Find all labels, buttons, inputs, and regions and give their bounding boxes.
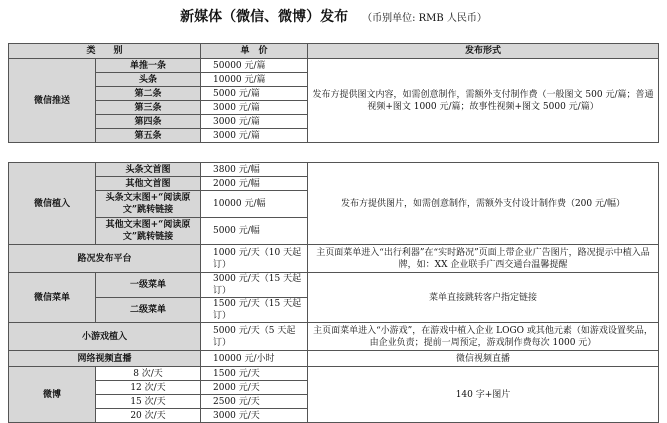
live-label: 网络视频直播: [9, 351, 201, 367]
row-name: 第三条: [96, 101, 201, 115]
row-name: 第五条: [96, 129, 201, 143]
row-price: 1500 元/天（15 天起订）: [201, 298, 308, 323]
row-name: 20 次/天: [96, 409, 201, 423]
wechat-push-label: 微信推送: [9, 59, 96, 143]
page-title: 新媒体（微信、微博）发布: [180, 9, 349, 25]
row-price: 5000 元/幅: [201, 218, 308, 245]
mini-game-desc: 主页面菜单进入“小游戏”，在游戏中植入企业 LOGO 或其他元素（如游戏设置奖品，由企业负责；提前一周预定，游戏制作费每次 1000 元）: [308, 323, 659, 351]
table-row: [9, 351, 659, 367]
row-price: 10000 元/幅: [201, 191, 308, 218]
row-name: 头条: [96, 73, 201, 87]
row-price: 2500 元/天: [201, 395, 308, 409]
table-row: [9, 323, 659, 351]
row-price: 3000 元/篇: [201, 115, 308, 129]
wechat-embed-desc: 发布方提供图片，如需创意制作，需额外支付设计制作费（200 元/幅）: [308, 163, 659, 245]
row-price: 3000 元/篇: [201, 129, 308, 143]
table-row: [9, 245, 659, 273]
wechat-embed-label: 微信植入: [9, 163, 96, 245]
header-price: 单 价: [201, 44, 308, 59]
table-row: [9, 367, 659, 381]
row-name: 二级菜单: [96, 298, 201, 323]
wechat-push-table: [8, 43, 659, 143]
row-price: 3800 元/幅: [201, 163, 308, 177]
row-name: 第四条: [96, 115, 201, 129]
row-price: 2000 元/幅: [201, 177, 308, 191]
weibo-label: 微博: [9, 367, 96, 423]
live-desc: 微信视频直播: [308, 351, 659, 367]
page-title-block: [0, 6, 667, 26]
row-price: 3000 元/篇: [201, 101, 308, 115]
table-row: [9, 163, 659, 177]
row-name: 单推一条: [96, 59, 201, 73]
road-platform-price: 1000 元/天（10 天起订）: [201, 245, 308, 273]
row-price: 5000 元/篇: [201, 87, 308, 101]
row-price: 2000 元/天: [201, 381, 308, 395]
currency-note: （币别单位: RMB 人民币）: [362, 13, 487, 24]
table-row: [9, 59, 659, 73]
live-price: 10000 元/小时: [201, 351, 308, 367]
weibo-desc: 140 字+图片: [308, 367, 659, 423]
row-name: 其他文首图: [96, 177, 201, 191]
header-category: 类 别: [9, 44, 201, 59]
row-name: 8 次/天: [96, 367, 201, 381]
row-price: 50000 元/篇: [201, 59, 308, 73]
row-price: 1500 元/天: [201, 367, 308, 381]
row-price: 10000 元/篇: [201, 73, 308, 87]
road-platform-desc: 主页面菜单进入“出行利器”在“实时路况”页面上带企业广告图片，路况提示中植入品牌，如：XX 企业联手广西交通台温馨提醒: [308, 245, 659, 273]
wechat-push-desc: 发布方提供图文内容，如需创意制作，需额外支付制作费（一般图文 500 元/篇；普通视频+图文 1000 元/篇；故事性视频+图文 5000 元/篇）: [308, 59, 659, 143]
mini-game-price: 5000 元/天（5 天起订）: [201, 323, 308, 351]
row-name: 第二条: [96, 87, 201, 101]
row-name: 15 次/天: [96, 395, 201, 409]
row-name: 12 次/天: [96, 381, 201, 395]
mini-game-label: 小游戏植入: [9, 323, 201, 351]
road-platform-label: 路况发布平台: [9, 245, 201, 273]
media-table: [8, 162, 659, 423]
wechat-menu-desc: 菜单直接跳转客户指定链接: [308, 273, 659, 323]
header-form: 发布形式: [308, 44, 659, 59]
row-name: 头条文首图: [96, 163, 201, 177]
header-row: [9, 44, 659, 59]
row-price: 3000 元/天（15 天起订）: [201, 273, 308, 298]
row-name: 一级菜单: [96, 273, 201, 298]
wechat-menu-label: 微信菜单: [9, 273, 96, 323]
row-price: 3000 元/天: [201, 409, 308, 423]
row-name: 其他文末图+“阅读原文”跳转链接: [96, 218, 201, 245]
table-row: [9, 273, 659, 298]
row-name: 头条文末图+“阅读原文”跳转链接: [96, 191, 201, 218]
